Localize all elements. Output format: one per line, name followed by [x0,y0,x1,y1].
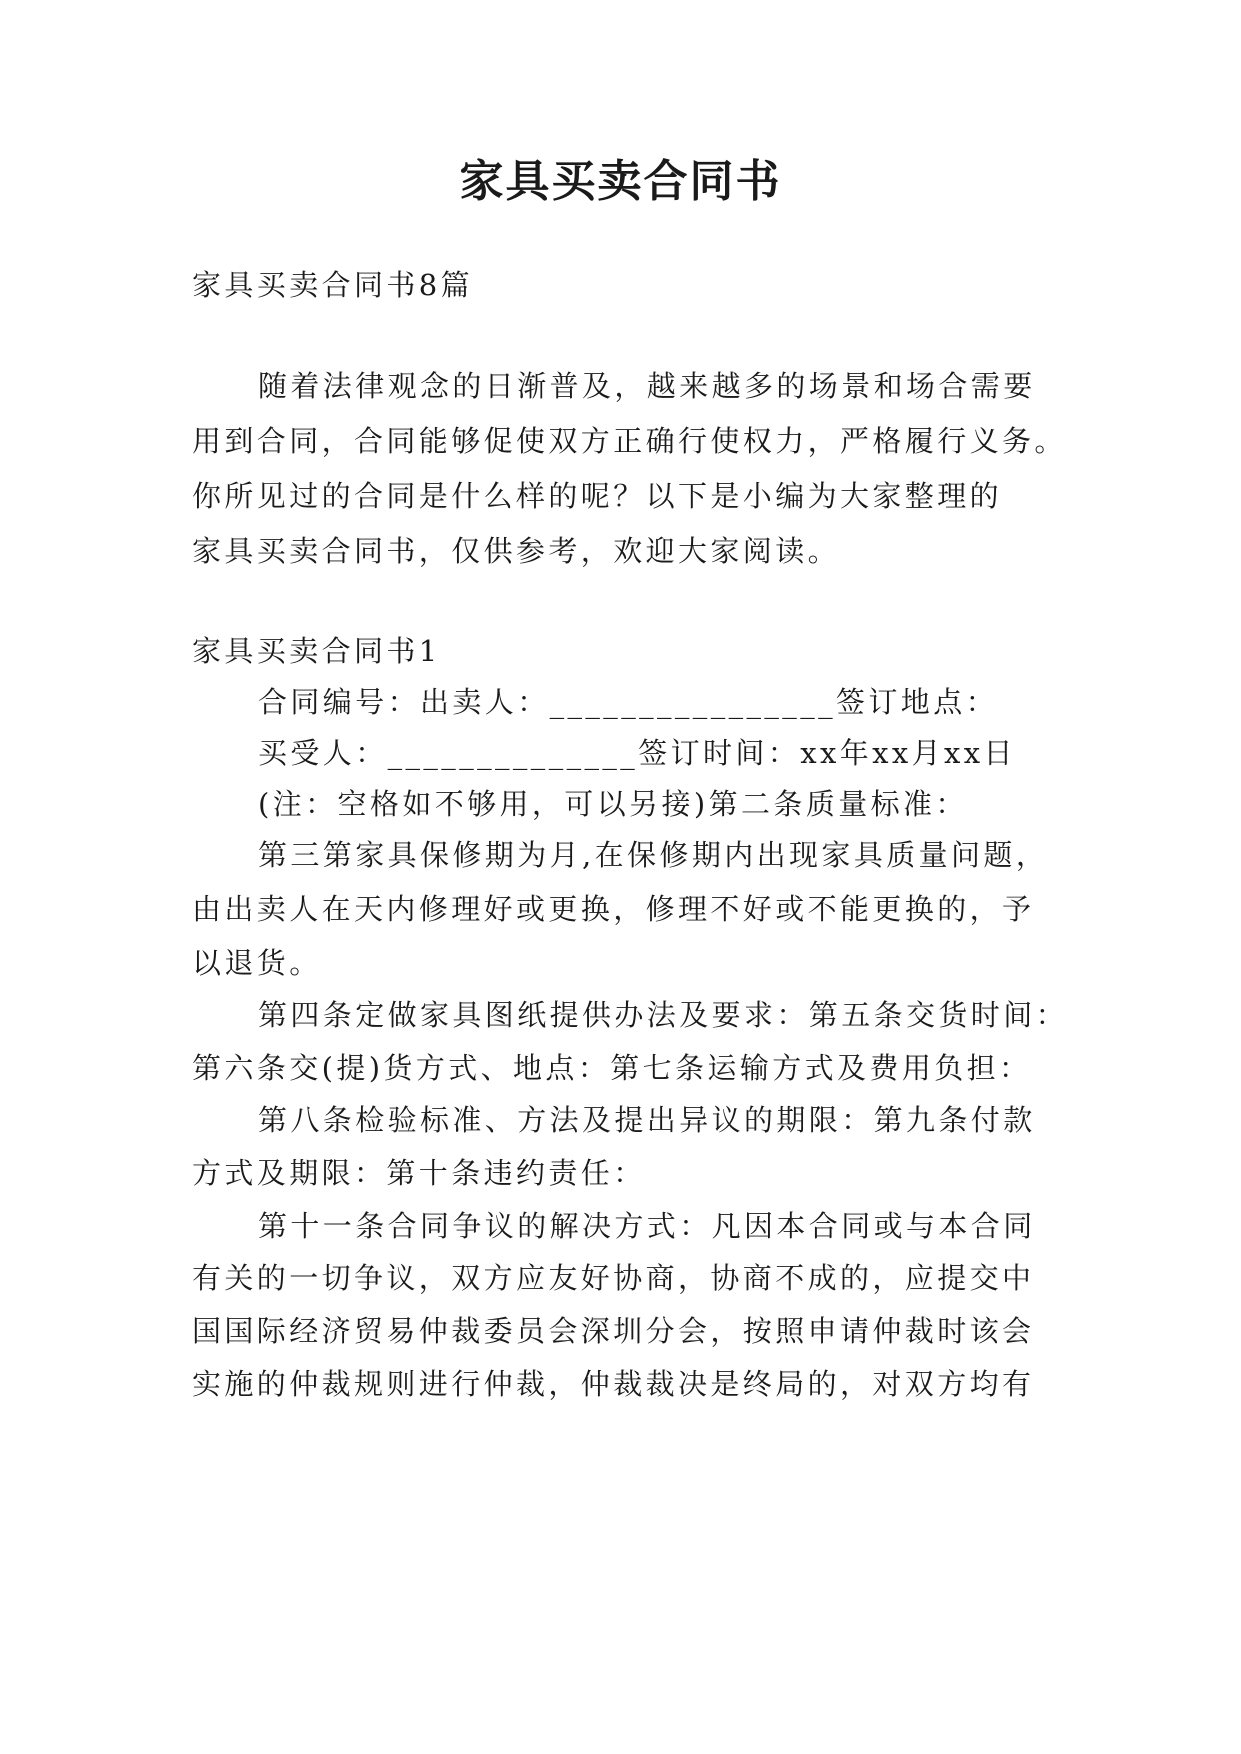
contract-line-11: 第十一条合同争议的解决方式：凡因本合同或与本合同 [258,1209,1036,1243]
contract-line-14: 实施的仲裁规则进行仲裁，仲裁裁决是终局的，对双方均有 [192,1367,1035,1401]
document-subtitle: 家具买卖合同书8篇 [192,268,474,302]
intro-line-2: 用到合同，合同能够促使双方正确行使权力，严格履行义务。 [192,424,1067,458]
contract-line-8: 第六条交(提)货方式、地点：第七条运输方式及费用负担： [192,1051,1032,1085]
contract-line-10: 方式及期限：第十条违约责任： [192,1156,646,1190]
intro-line-4: 家具买卖合同书，仅供参考，欢迎大家阅读。 [192,534,841,568]
contract-line-9: 第八条检验标准、方法及提出异议的期限：第九条付款 [258,1103,1036,1137]
intro-line-1: 随着法律观念的日渐普及，越来越多的场景和场合需要 [258,369,1036,403]
contract-line-6: 以退货。 [192,946,322,980]
contract-line-7: 第四条定做家具图纸提供办法及要求：第五条交货时间： [258,998,1069,1032]
contract-line-1: 合同编号：出卖人：________________签订地点： [258,685,999,719]
section-heading: 家具买卖合同书1 [192,634,441,668]
document-title: 家具买卖合同书 [459,156,782,207]
contract-line-5: 由出卖人在天内修理好或更换，修理不好或不能更换的，予 [192,892,1035,926]
contract-line-4: 第三第家具保修期为月,在保修期内出现家具质量问题， [258,838,1049,872]
contract-line-13: 国国际经济贸易仲裁委员会深圳分会，按照申请仲裁时该会 [192,1314,1035,1348]
contract-line-3: (注：空格如不够用，可以另接)第二条质量标准： [258,787,968,821]
intro-line-3: 你所见过的合同是什么样的呢？以下是小编为大家整理的 [192,479,1003,513]
contract-line-2: 买受人：______________签订时间：xx年xx月xx日 [258,736,1016,770]
contract-line-12: 有关的一切争议，双方应友好协商，协商不成的，应提交中 [192,1261,1035,1295]
